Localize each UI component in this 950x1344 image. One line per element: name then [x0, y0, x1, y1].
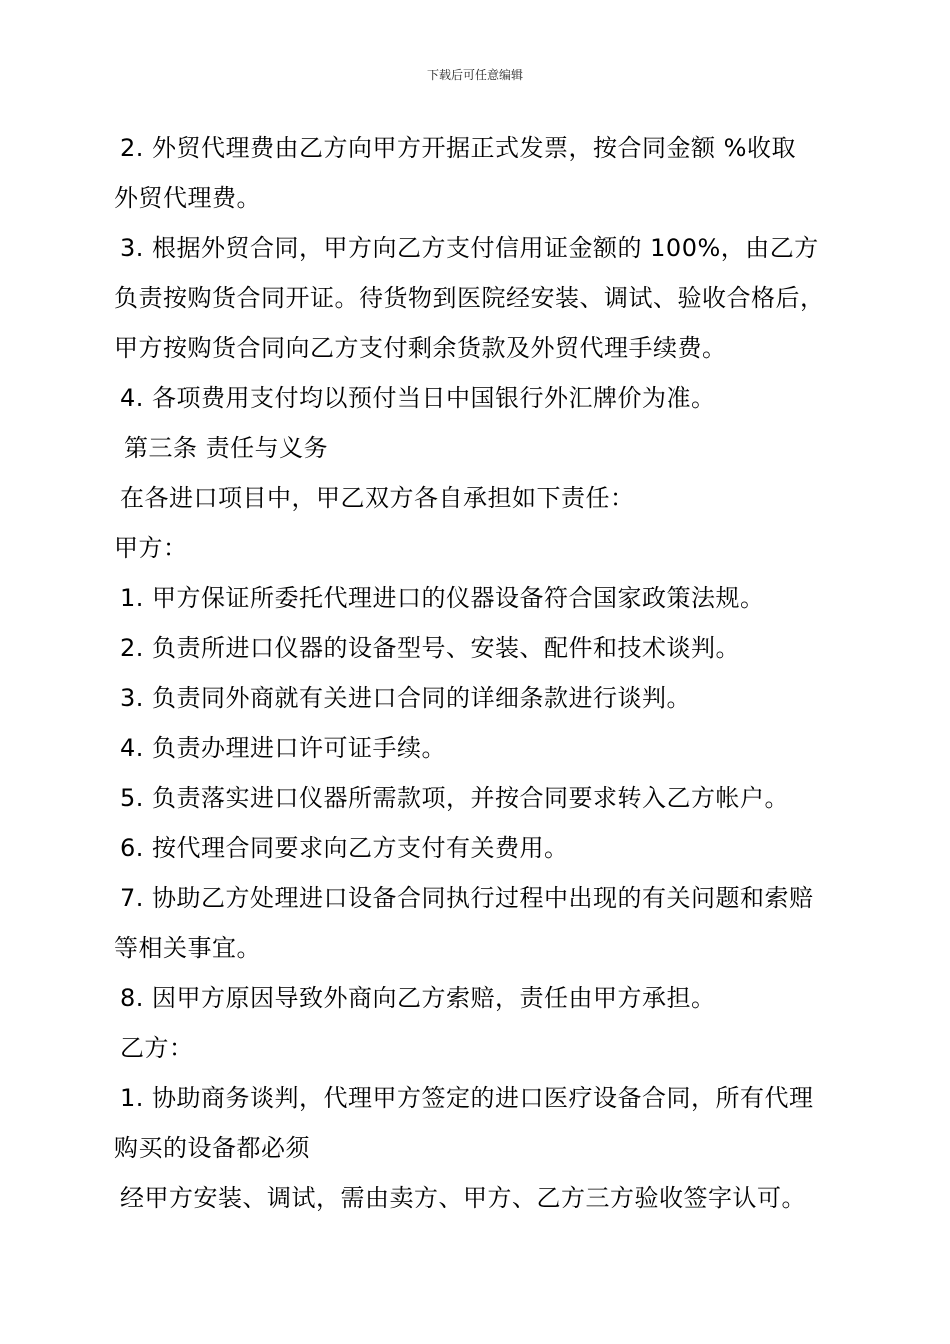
section-heading: 第三条 责任与义务 — [124, 434, 329, 462]
text-line: 7. 协助乙方处理进口设备合同执行过程中出现的有关问题和索赔 — [120, 884, 814, 912]
text-line: 负责按购货合同开证。待货物到医院经安装、调试、验收合格后， — [114, 284, 825, 312]
text-line: 3. 负责同外商就有关进口合同的详细条款进行谈判。 — [120, 684, 692, 712]
text-line: 2. 外贸代理费由乙方向甲方开据正式发票，按合同金额 %收取 — [120, 134, 796, 162]
text-line: 1. 甲方保证所委托代理进口的仪器设备符合国家政策法规。 — [120, 584, 765, 612]
text-line: 等相关事宜。 — [114, 934, 261, 962]
party-label: 甲方： — [114, 534, 188, 562]
page-header-note: 下载后可任意编辑 — [426, 68, 523, 82]
text-line: 1. 协助商务谈判，代理甲方签定的进口医疗设备合同，所有代理 — [120, 1084, 814, 1112]
text-line: 在各进口项目中，甲乙双方各自承担如下责任： — [120, 484, 635, 512]
text-line: 外贸代理费。 — [114, 184, 261, 212]
text-line: 8. 因甲方原因导致外商向乙方索赔，责任由甲方承担。 — [120, 984, 716, 1012]
party-label: 乙方： — [120, 1034, 194, 1062]
text-line: 2. 负责所进口仪器的设备型号、安装、配件和技术谈判。 — [120, 634, 741, 662]
text-line: 甲方按购货合同向乙方支付剩余货款及外贸代理手续费。 — [114, 334, 727, 362]
document-body — [114, 123, 874, 1223]
text-line: 购买的设备都必须 — [114, 1134, 310, 1162]
text-line: 4. 各项费用支付均以预付当日中国银行外汇牌价为准。 — [120, 384, 716, 412]
text-line: 经甲方安装、调试，需由卖方、甲方、乙方三方验收签字认可。 — [120, 1184, 806, 1212]
text-line: 6. 按代理合同要求向乙方支付有关费用。 — [120, 834, 569, 862]
text-line: 4. 负责办理进口许可证手续。 — [120, 734, 447, 762]
text-line: 5. 负责落实进口仪器所需款项，并按合同要求转入乙方帐户。 — [120, 784, 790, 812]
text-line: 3. 根据外贸合同，甲方向乙方支付信用证金额的 100%，由乙方 — [120, 234, 819, 262]
